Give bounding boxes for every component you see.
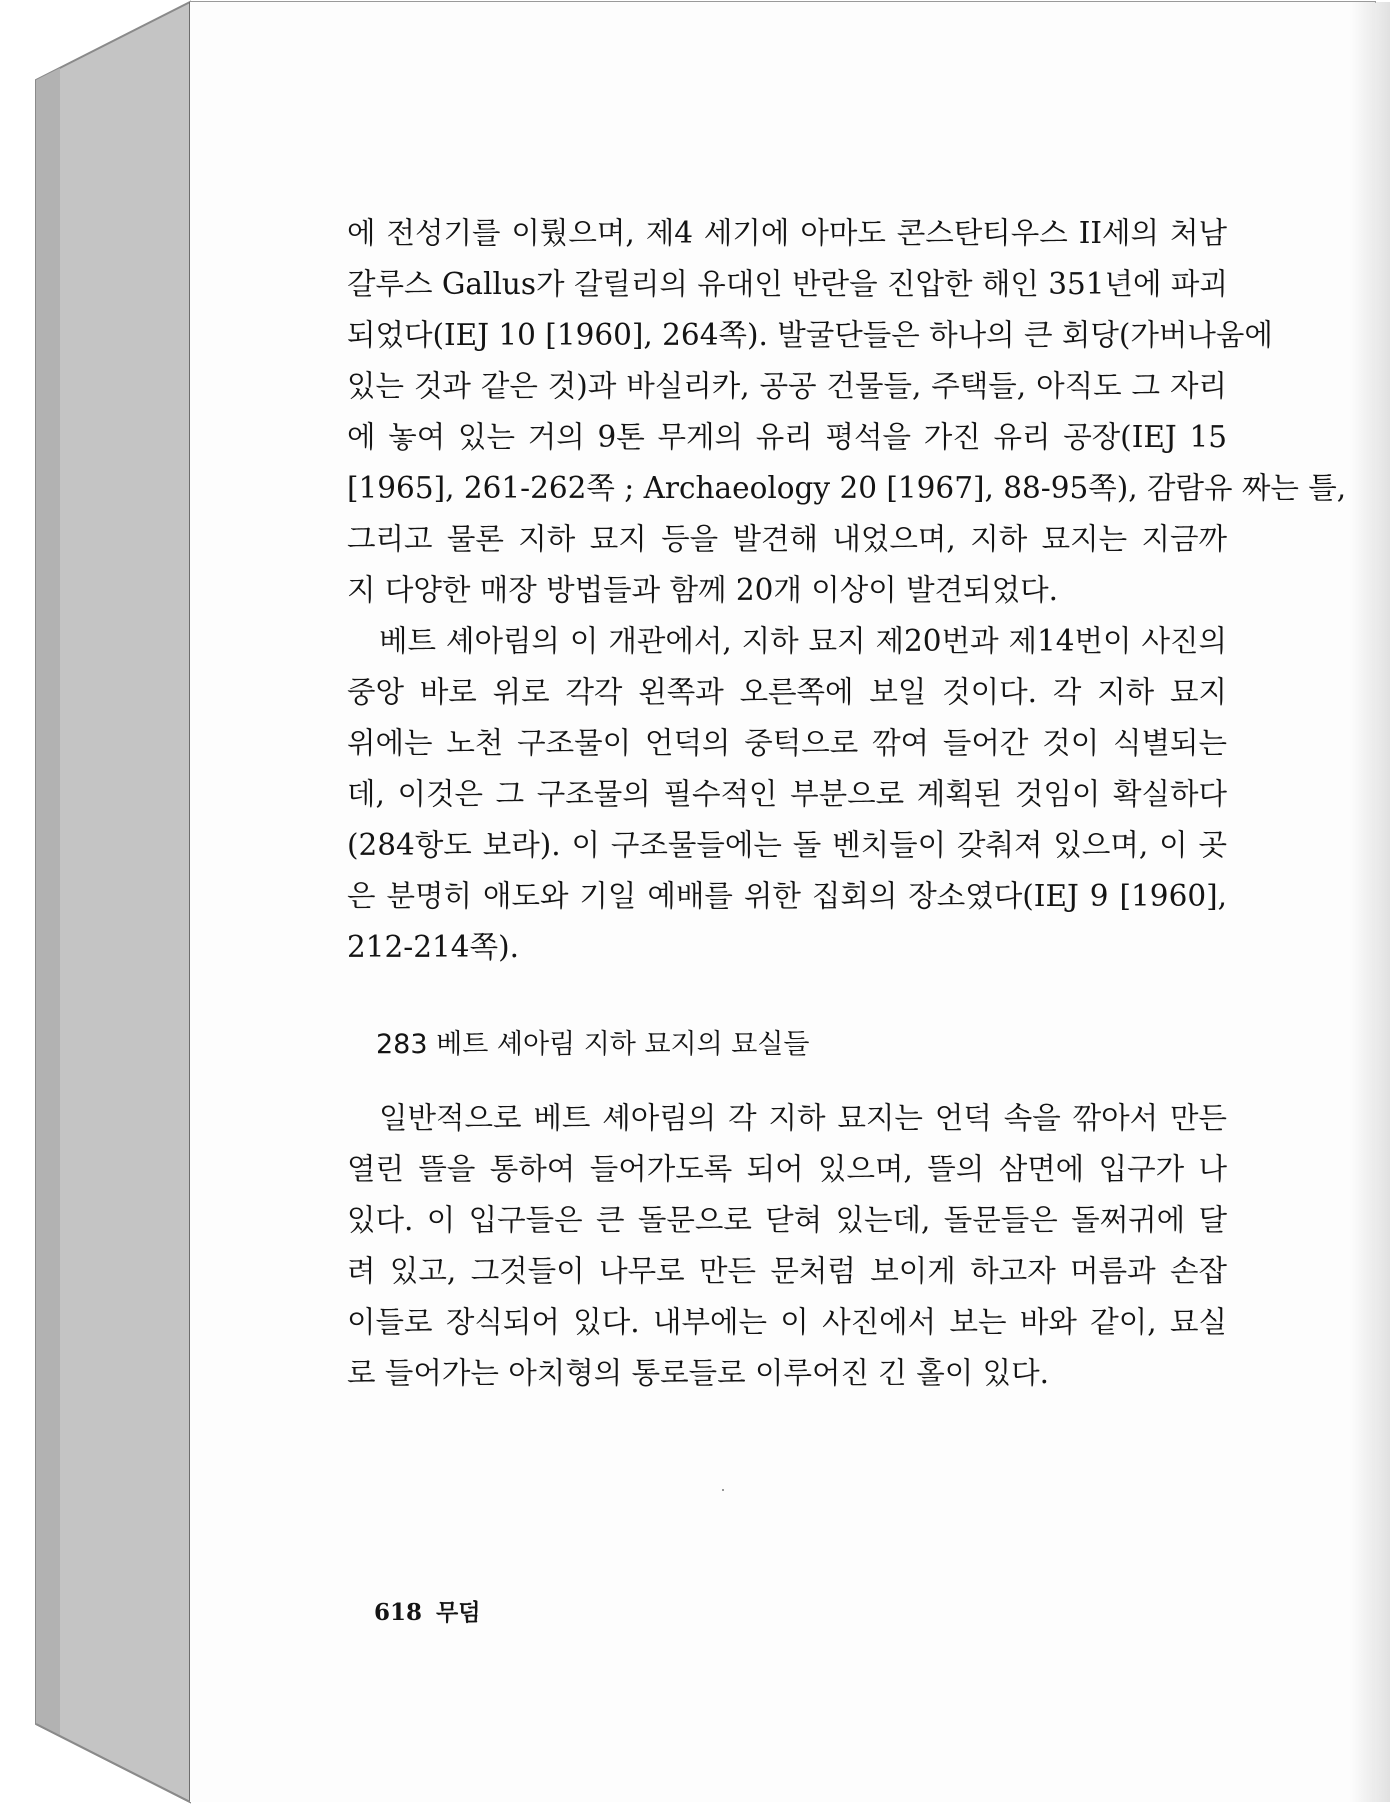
text-line: 이들로 장식되어 있다. 내부에는 이 사진에서 보는 바와 같이, 묘실 (347, 1305, 1227, 1339)
text-line: 212-214쪽). (347, 930, 519, 964)
book-spine-shadow (36, 68, 60, 1736)
text-line: 중앙 바로 위로 각각 왼쪽과 오른쪽에 보일 것이다. 각 지하 묘지 (347, 675, 1227, 709)
text-line: (284항도 보라). 이 구조물들에는 돌 벤치들이 갖춰져 있으며, 이 곳 (347, 828, 1227, 862)
print-speck (722, 1489, 724, 1491)
body-text-top (347, 208, 1347, 973)
text-line: 있다. 이 입구들은 큰 돌문으로 닫혀 있는데, 돌문들은 돌쩌귀에 달 (347, 1203, 1227, 1237)
text-line: 그리고 물론 지하 묘지 등을 발견해 내었으며, 지하 묘지는 지금까 (347, 522, 1227, 556)
text-line: [1965], 261-262쪽 ; Archaeology 20 [1967], 88-95쪽), 감람유 짜는 틀, (347, 471, 1347, 505)
text-line: 데, 이것은 그 구조물의 필수적인 부분으로 계획된 것임이 확실하다 (347, 777, 1227, 811)
page-edge-shadow (1350, 2, 1390, 1802)
running-title: 무덤 (436, 1599, 481, 1626)
text-line: 있는 것과 같은 것)과 바실리카, 공공 건물들, 주택들, 아직도 그 자리 (347, 369, 1227, 403)
text-line: 지 다양한 매장 방법들과 함께 20개 이상이 발견되었다. (347, 573, 1058, 607)
body-text-section (347, 1093, 1227, 1399)
text-line: 열린 뜰을 통하여 들어가도록 되어 있으며, 뜰의 삼면에 입구가 나 (347, 1152, 1227, 1186)
text-line: 려 있고, 그것들이 나무로 만든 문처럼 보이게 하고자 머름과 손잡 (347, 1254, 1227, 1288)
text-line: 에 전성기를 이뤘으며, 제4 세기에 아마도 콘스탄티우스 II세의 처남 (347, 216, 1227, 250)
text-line: 에 놓여 있는 거의 9톤 무게의 유리 평석을 가진 유리 공장(IEJ 15 (347, 420, 1227, 454)
paragraph (347, 1093, 1227, 1399)
paragraph (347, 616, 1227, 973)
text-line: 되었다(IEJ 10 [1960], 264쪽). 발굴단들은 하나의 큰 회당(가버나움에 (347, 318, 1273, 352)
page-footer (374, 1594, 480, 1627)
section-heading: 283 베트 셰아림 지하 묘지의 묘실들 (376, 1029, 810, 1060)
text-line: 갈루스 Gallus가 갈릴리의 유대인 반란을 진압한 해인 351년에 파괴 (347, 267, 1228, 301)
text-line: 일반적으로 베트 셰아림의 각 지하 묘지는 언덕 속을 깎아서 만든 (379, 1101, 1227, 1135)
paragraph (347, 208, 1347, 616)
text-line: 베트 셰아림의 이 개관에서, 지하 묘지 제20번과 제14번이 사진의 (379, 624, 1227, 658)
text-line: 로 들어가는 아치형의 통로들로 이루어진 긴 홀이 있다. (347, 1356, 1049, 1390)
text-line: 위에는 노천 구조물이 언덕의 중턱으로 깎여 들어간 것이 식별되는 (347, 726, 1227, 760)
page-number: 618 (374, 1599, 423, 1626)
text-line: 은 분명히 애도와 기일 예배를 위한 집회의 장소였다(IEJ 9 [1960], (347, 879, 1227, 913)
